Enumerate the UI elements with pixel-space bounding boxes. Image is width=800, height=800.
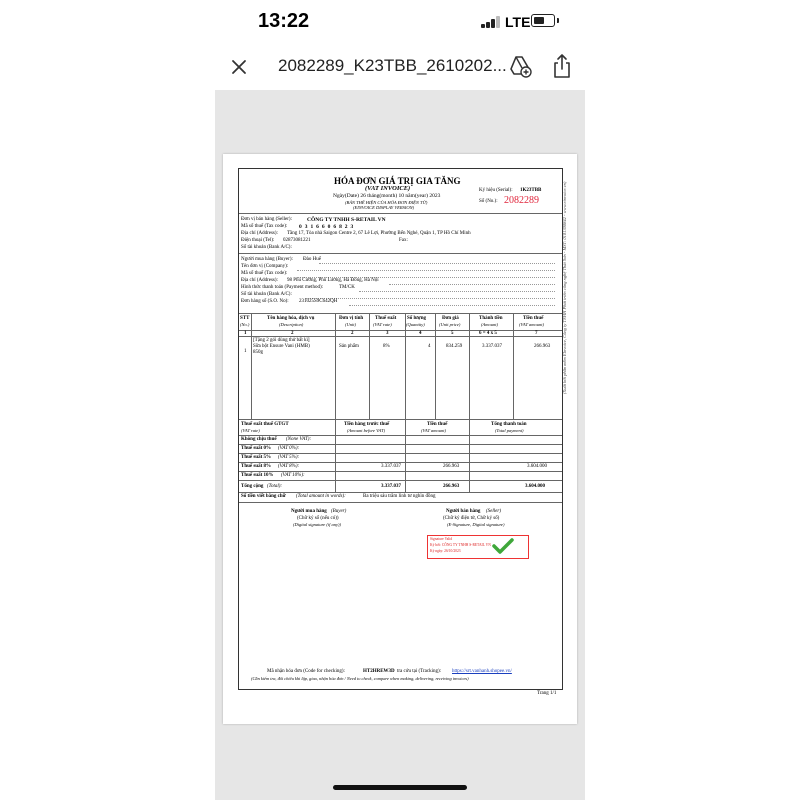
vat-invoice: HÓA ĐƠN GIÁ TRỊ GIA TĂNG (VAT INVOICE) Ngày(Date) 26 tháng(month) 10 năm(year) 2023 (BẢN THỂ HIỆN CỦA HÓA ĐƠN ĐIỆN TỬ) (EINVOICE DISPLAY VERSION) Ký hiệu (Serial): 1K23TBB Số (No.): 2082289 Đơn vị bán hàng (Seller): CÔNG TY TNHH S-RETAIL VN Mã số thuế (Tax code): 0 3 1 6 6 0 6 8 2 3 Địa chỉ (Address): Tầng 17, Tòa nhà Saigon Centre 2, 67 Lê Lợi, Phường Bến Nghé, Quận 1, TP Hồ Chí Minh Điện thoại (Tel): 02873081221 Fax: Số tài khoản (Bank A/C): Người mua hàng (Buyer): Đào Huế Tên đơn vị (Company): Mã số thuế (Tax code): Địa chỉ (Address): 98 Phú Cường, Phú Lương, Hà Đông, Hà Nội Hình thức thanh toán (Payment method): TM/CK Số tài khoản (Bank A/C): Đơn hàng số (S.O. No): 231025S9C642QH STT (No.) 1 Tên hàng hóa, dịch vụ (Description) 2 Đơn vị tính (Unit) 2 Thuế suất (VAT rate) 3 Số lượng (Quantity) 4 Đơn giá (Unit price) 5 Thành tiền (Amount) 6 = 4 x 5 Tiền thuế (VAT amount) 7 1 [Tặng 2 gói dùng thử bất kì] Sữa bột Ensure Vani (HMB) 850g Sản phẩm 8% 4 834.259 3.337.037 266.963 Thuế suất thuế GTGT (VAT rate) Tiền hàng trước thuế (Amount before VAT) Tiền thuế (VAT amount) Tổng thanh toán (Total payment) Không chịu thuế (None VAT): Thuế suất 0% (VAT 0%): Thuế suất 5% (VAT 5%): Thuế suất 8% (VAT 8%): 3.337.037 266.963 3.604.000 Thuế suất 10% (VAT 10%): Tổng cộng (Total): 3.337.037 266.963 3.604.000 Số tiền viết bằng chữ (Total amount in words): Ba triệu sáu trăm linh tư nghìn đồng Người mua hàng (Buyer) (Chữ ký số (nếu có)) (Digital signature (if any)) Người bán hàng (Seller) (Chữ ký điện tử, Chữ ký số) (E-Signature, Digital signature) Signature Valid Ký bởi: CÔNG TY TNHH S-RETAIL VN Ký ngày: 26/10/2023 Mã nhận hóa đơn (Code for checking): HT2HREW3D tra cứu tại (Tracking): https://srt.vanhanh.shopee.vn/ (Cần kiểm tra, đối chiếu khi lập, giao, nhận hóa đơn / Need to check, compare when making, delivering, receiving invoices) <box>238 168 563 690</box>
footer-note: (Cần kiểm tra, đối chiếu khi lập, giao, nhận hóa đơn / Need to check, compare when making, delivering, receiving invoices) <box>251 676 469 681</box>
item-description: [Tặng 2 gói dùng thử bất kì] <box>253 338 310 343</box>
share-button[interactable] <box>549 52 575 80</box>
col-unit: Đơn vị tính <box>339 316 364 321</box>
buyer-company-label: Tên đơn vị (Company): <box>241 264 289 269</box>
lookup-link[interactable]: https://srt.vanhanh.shopee.vn/ <box>452 669 512 674</box>
cellular-signal-icon <box>481 16 503 28</box>
status-bar <box>0 0 800 44</box>
seller-bank-label: Số tài khoản (Bank A/C): <box>241 245 292 250</box>
buyer-address: 98 Phú Cường, Phú Lương, Hà Đông, Hà Nội <box>287 278 379 283</box>
viewer-toolbar <box>0 44 800 90</box>
col-unit-price: Đơn giá <box>442 316 459 321</box>
seller-fax-label: Fax: <box>399 238 408 243</box>
col-no: STT <box>240 316 250 321</box>
page-number: Trang 1/1 <box>537 691 557 696</box>
item-vat: 266.963 <box>534 344 551 349</box>
buyer-label: Người mua hàng (Buyer): <box>241 257 293 262</box>
summary-row-label: Không chịu thuế <box>241 437 277 442</box>
col-vat-amount: Tiền thuế <box>523 316 544 321</box>
invoice-no-label: Số (No.): <box>479 199 498 204</box>
buyer-tax-label: Mã số thuế (Tax code): <box>241 271 288 276</box>
col-description: Tên hàng hóa, dịch vụ <box>267 316 315 321</box>
close-button[interactable] <box>226 54 252 80</box>
clock: 13:22 <box>258 10 310 32</box>
seller-phone: 02873081221 <box>283 238 311 243</box>
lookup-code-label: Mã nhận hóa đơn (Code for checking): <box>267 669 345 674</box>
amount-in-words: Ba triệu sáu trăm linh tư nghìn đồng <box>363 494 436 499</box>
share-icon <box>549 52 575 80</box>
invoice-title: HÓA ĐƠN GIÁ TRỊ GIA TĂNG <box>334 176 461 186</box>
add-to-drive-icon <box>507 53 533 79</box>
digital-signature-stamp: Signature Valid Ký bởi: CÔNG TY TNHH S-RETAIL VN Ký ngày: 26/10/2023 <box>427 535 529 559</box>
document-viewer[interactable] <box>215 90 585 800</box>
lookup-code: HT2HREW3D <box>363 669 395 674</box>
invoice-title-en: (VAT INVOICE) <box>365 185 411 192</box>
total-vat: 266.963 <box>443 484 460 489</box>
battery-icon <box>531 14 555 27</box>
seller-phone-label: Điện thoại (Tel): <box>241 238 275 243</box>
item-unit: Sản phẩm <box>339 344 359 349</box>
seller-tax-code: 0 3 1 6 6 0 6 8 2 3 <box>299 224 355 230</box>
total-payment: 3.604.000 <box>525 484 545 489</box>
col-vat-rate: Thuế suất <box>375 316 397 321</box>
total-label: Tổng cộng <box>241 484 264 489</box>
home-indicator[interactable] <box>333 785 467 790</box>
checkmark-icon <box>492 537 514 555</box>
invoice-date: Ngày(Date) 26 tháng(month) 10 năm(year) 2023 <box>333 193 441 199</box>
seller-address-label: Địa chỉ (Address): <box>241 231 278 236</box>
order-number: 231025S9C642QH <box>299 299 338 304</box>
col-amount: Thành tiền <box>479 316 503 321</box>
item-price: 834.259 <box>446 344 463 349</box>
col-quantity: Số lượng <box>407 316 426 321</box>
pdf-page <box>223 154 577 724</box>
buyer-name: Đào Huế <box>303 257 321 262</box>
serial-value: 1K23TBB <box>520 188 542 193</box>
invoice-no-value: 2082289 <box>504 195 539 206</box>
add-to-drive-button[interactable] <box>507 53 533 79</box>
amount-in-words-label: Số tiền viết bằng chữ <box>241 494 286 499</box>
total-before-vat: 3.337.037 <box>381 484 401 489</box>
close-icon <box>226 54 252 80</box>
seller-signature-title: Người bán hàng <box>446 509 481 514</box>
serial-label: Ký hiệu (Serial): <box>479 188 513 193</box>
software-note: (Xuất bởi phần mềm EInvoice, Công ty TNHH Phát triển công nghệ Thái Sơn - MST: 0101300842 - www.einvoice.vn) <box>562 181 567 394</box>
display-note: (BẢN THỂ HIỆN CỦA HÓA ĐƠN ĐIỆN TỬ) <box>345 200 428 205</box>
item-amount: 3.337.037 <box>482 344 502 349</box>
buyer-address-label: Địa chỉ (Address): <box>241 278 278 283</box>
document-title: 2082289_K23TBB_2610202... <box>278 56 507 75</box>
seller-address: Tầng 17, Tòa nhà Saigon Centre 2, 67 Lê Lợi, Phường Bến Nghé, Quận 1, TP Hồ Chí Minh <box>287 231 471 236</box>
display-note-en: (EINVOICE DISPLAY VERSION) <box>353 205 415 210</box>
seller-name: CÔNG TY TNHH S-RETAIL VN <box>307 217 386 223</box>
buyer-signature-title: Người mua hàng <box>291 509 327 514</box>
seller-label: Đơn vị bán hàng (Seller): <box>241 217 292 222</box>
network-type: LTE <box>505 14 531 30</box>
item-rate: 8% <box>383 344 390 349</box>
order-label: Đơn hàng số (S.O. No): <box>241 299 289 304</box>
payment-label: Hình thức thanh toán (Payment method): <box>241 285 323 290</box>
seller-tax-label: Mã số thuế (Tax code): <box>241 224 288 229</box>
item-qty: 4 <box>428 344 431 349</box>
payment-method: TM/CK <box>339 285 355 290</box>
buyer-bank-label: Số tài khoản (Bank A/C): <box>241 292 292 297</box>
